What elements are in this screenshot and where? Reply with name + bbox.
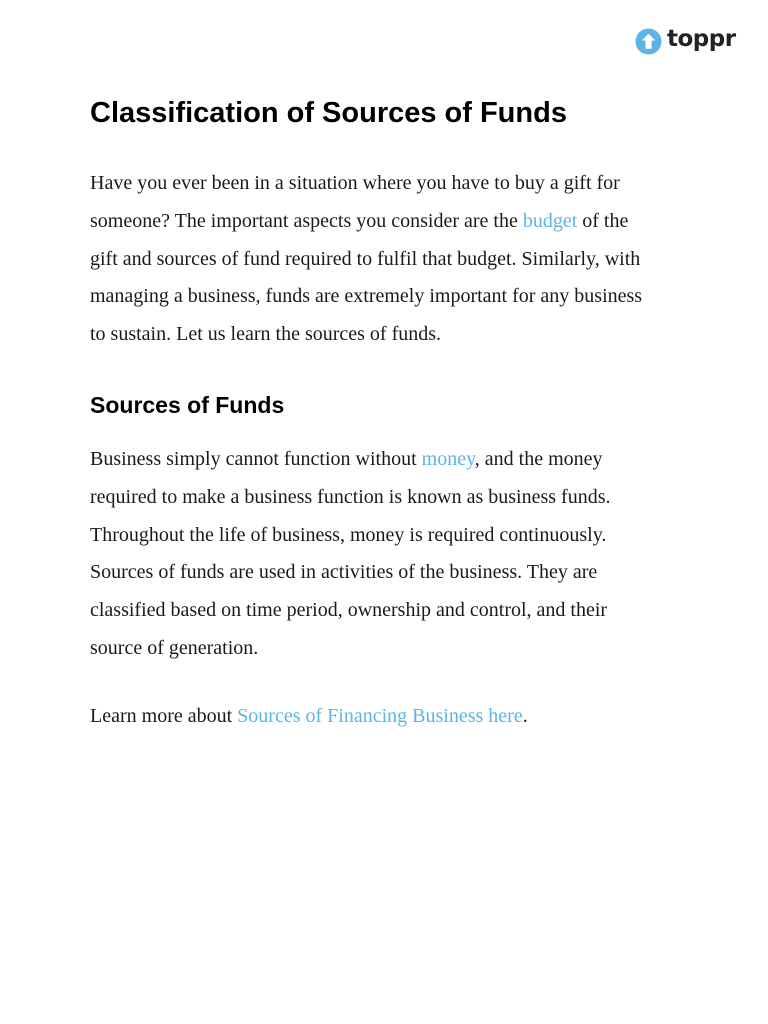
budget-link[interactable]: budget <box>522 209 578 232</box>
body-line: required to make a business function is known as business funds. <box>90 485 611 508</box>
sources-paragraph <box>90 441 690 668</box>
body-line: classified based on time period, ownership and control, and their <box>90 599 608 622</box>
body-text: Business simply cannot function without <box>90 448 422 470</box>
brand-name: toppr <box>667 26 736 52</box>
body-line: Throughout the life of business, money is required continuously. <box>90 523 607 546</box>
learn-more-text: Learn more about <box>90 705 238 727</box>
intro-line <box>90 203 690 241</box>
intro-text: of the <box>577 209 629 232</box>
intro-line: gift and sources of fund required to fulfil that budget. Similarly, with <box>90 247 641 270</box>
money-link[interactable]: money <box>421 448 475 470</box>
section-heading: Sources of Funds <box>90 392 285 418</box>
intro-line: to sustain. Let us learn the sources of funds. <box>90 323 442 346</box>
learn-more-paragraph <box>90 698 690 736</box>
learn-more-line <box>90 698 690 736</box>
body-line <box>90 441 690 479</box>
brand-logo <box>635 26 736 56</box>
learn-more-text: . <box>522 705 528 727</box>
page-title: Classification of Sources of Funds <box>90 97 567 129</box>
arrow-up-circle-icon <box>635 28 662 55</box>
intro-line: Have you ever been in a situation where you have to buy a gift for <box>90 172 620 194</box>
sources-of-financing-link[interactable]: Sources of Financing Business here <box>237 705 523 727</box>
body-text: , and the money <box>474 448 603 470</box>
intro-paragraph <box>90 165 690 354</box>
body-line: source of generation. <box>90 636 259 659</box>
intro-text: someone? The important aspects you consider are the <box>90 209 523 232</box>
body-line: Sources of funds are used in activities of the business. They are <box>90 561 598 584</box>
intro-line: managing a business, funds are extremely important for any business <box>90 285 643 308</box>
